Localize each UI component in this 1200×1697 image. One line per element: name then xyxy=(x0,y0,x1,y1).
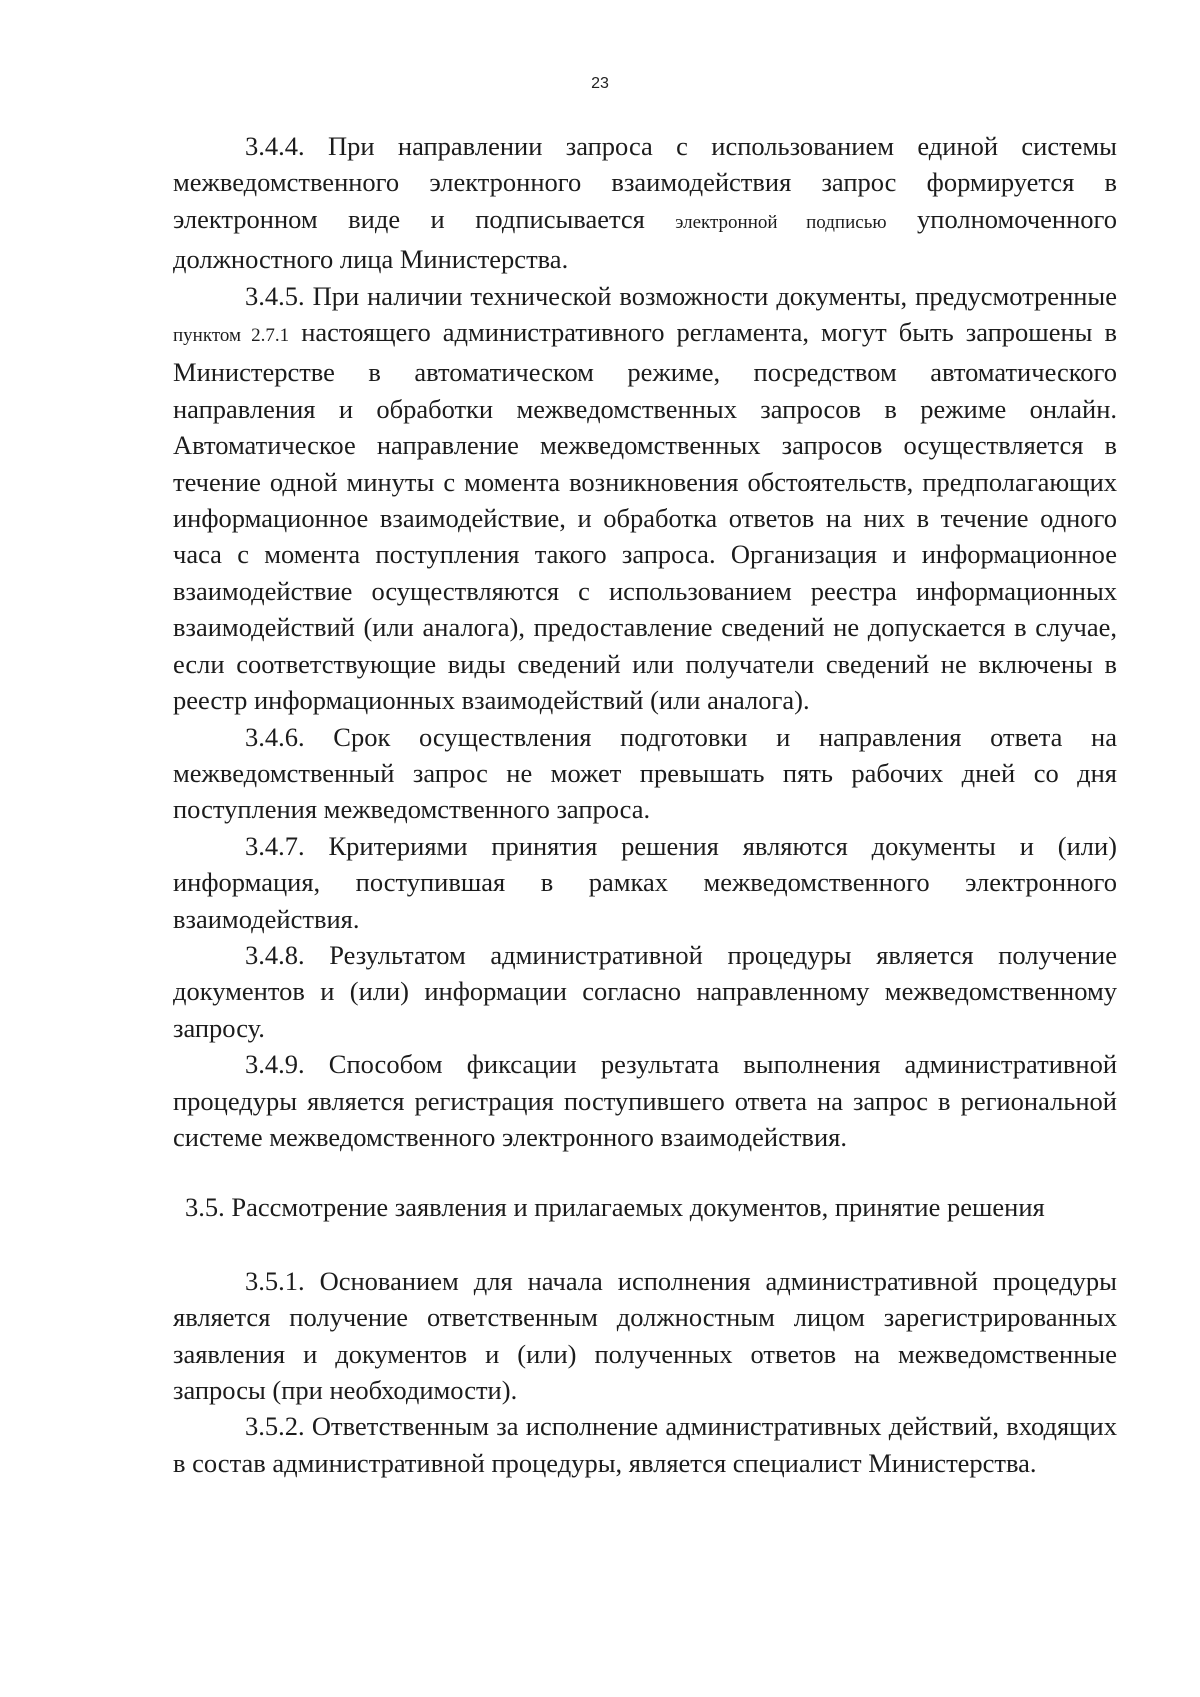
paragraph-3-4-5-text-end: настоящего административного регламента, могут быть запрошены в Министерстве в автоматическом режиме, посредством автоматического направления и обработки межведомственных запросов в режиме онлайн. Автоматическое направление межведомственных запросов осуществляется в течение одной минуты с момента возникновения обстоятельств, предполагающих информационное взаимодействие, и обработка ответов на них в течение одного часа с момента поступления такого запроса. Организация и информационное взаимодействие осуществляются с использованием реестра информационных взаимодействий (или аналога), предоставление сведений не допускается в случае, если соответствующие виды сведений или получатели сведений не включены в реестр информационных взаимодействий (или аналога). xyxy=(173,317,1117,716)
paragraph-3-4-6: 3.4.6. Срок осуществления подготовки и направления ответа на межведомственный запрос не может превышать пять рабочих дней со дня поступления межведомственного запроса. xyxy=(173,721,1117,825)
paragraph-3-4-4-small-text: электронной подписью xyxy=(675,211,887,233)
paragraph-3-4-4 xyxy=(173,128,1117,278)
paragraph-3-4-4-text-end: уполномоченного должностного лица Министерства. xyxy=(173,203,1118,275)
document-body xyxy=(173,128,1117,1481)
paragraph-3-4-4-text: 3.4.4. При направлении запроса с использованием единой системы межведомственного электронного взаимодействия запрос формируется в электронном виде и подписывается xyxy=(173,131,1117,234)
paragraph-3-4-8: 3.4.8. Результатом административной процедуры является получение документов и (или) информации согласно направленному межведомственному запросу. xyxy=(173,939,1117,1043)
paragraph-3-4-9: 3.4.9. Способом фиксации результата выполнения административной процедуры является регистрация поступившего ответа на запрос в региональной системе межведомственного электронного взаимодействия. xyxy=(173,1049,1117,1152)
paragraph-3-5-2: 3.5.2. Ответственным за исполнение административных действий, входящих в состав административной процедуры, является специалист Министерства. xyxy=(173,1411,1117,1478)
page-number: 23 xyxy=(591,75,609,92)
paragraph-3-4-5 xyxy=(173,278,1117,719)
paragraph-3-4-5-text: 3.4.5. При наличии технической возможности документы, предусмотренные xyxy=(245,280,1117,311)
paragraph-3-4-7: 3.4.7. Критериями принятия решения являются документы и (или) информация, поступившая в рамках межведомственного электронного взаимодействия. xyxy=(173,830,1117,934)
paragraph-3-4-5-small-text: пунктом 2.7.1 xyxy=(173,325,290,347)
section-heading-3-5: 3.5. Рассмотрение заявления и прилагаемых документов, принятие решения xyxy=(185,1192,1045,1223)
paragraph-3-5-1: 3.5.1. Основанием для начала исполнения административной процедуры является получение ответственным должностным лицом зарегистрированных заявления и документов и (или) полученных ответов на межведомственные запросы (при необходимости). xyxy=(173,1265,1117,1405)
